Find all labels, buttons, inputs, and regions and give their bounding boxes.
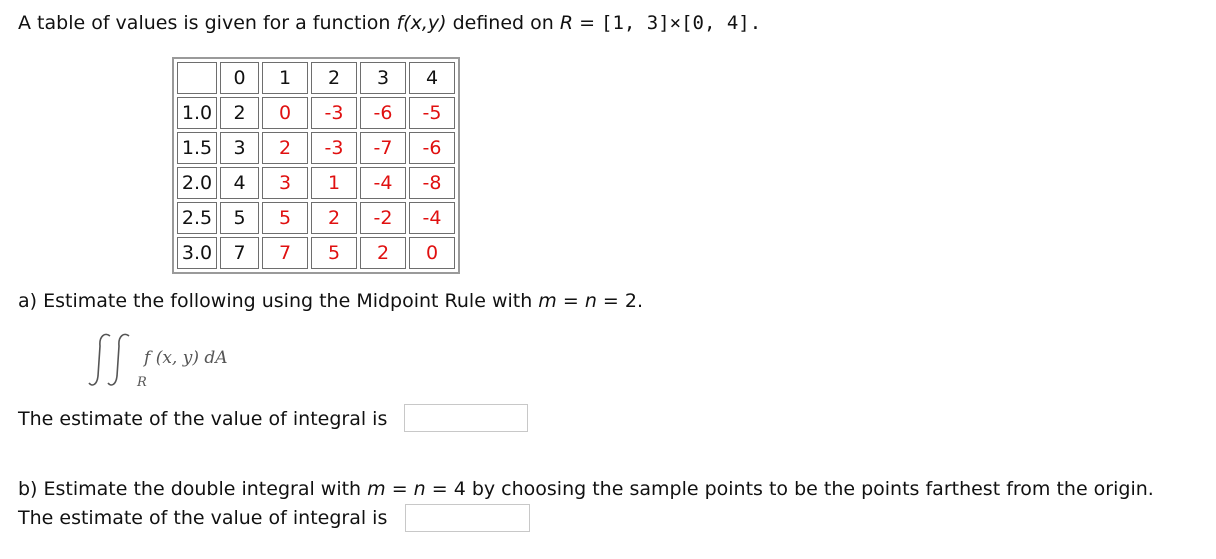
table-value-cell: 7 <box>262 237 308 269</box>
table-row <box>177 97 455 129</box>
integral-sign-1 <box>89 334 110 384</box>
corner-cell <box>177 62 217 94</box>
table-value-cell: 0 <box>409 237 455 269</box>
table-value-cell: 5 <box>311 237 357 269</box>
defined-on-text: defined on <box>446 12 560 34</box>
part-b-question <box>18 477 1154 501</box>
function-name: f <box>396 12 404 34</box>
region-domain: [1, 3]×[0, 4]. <box>601 12 762 34</box>
part-b-answer-label: The estimate of the value of integral is <box>18 507 388 529</box>
row-header-cell: 1.5 <box>177 132 217 164</box>
part-b-n: n <box>413 478 426 500</box>
row-header-cell: 2.0 <box>177 167 217 199</box>
table-value-cell: 0 <box>262 97 308 129</box>
integration-region: R <box>137 375 147 390</box>
double-integral-image <box>88 330 278 392</box>
table-value-cell: 2 <box>360 237 406 269</box>
part-a-eq1: = <box>556 290 585 312</box>
part-b-prefix: b) Estimate the double integral with <box>18 478 368 500</box>
part-a-n: n <box>584 290 597 312</box>
column-header-cell: 0 <box>220 62 259 94</box>
table-value-cell: 7 <box>220 237 259 269</box>
table-value-cell: -5 <box>409 97 455 129</box>
part-b-m: m <box>367 478 386 500</box>
table-value-cell: -2 <box>360 202 406 234</box>
table-value-cell: 2 <box>311 202 357 234</box>
table-value-cell: 1 <box>311 167 357 199</box>
column-header-cell: 2 <box>311 62 357 94</box>
column-header-cell: 3 <box>360 62 406 94</box>
function-args: (x,y) <box>403 12 447 34</box>
table-value-cell: -4 <box>409 202 455 234</box>
table-value-cell: 4 <box>220 167 259 199</box>
problem-statement <box>18 11 761 35</box>
values-table <box>172 57 460 274</box>
table-header-row <box>177 62 455 94</box>
table-row <box>177 237 455 269</box>
intro-text: A table of values is given for a function <box>18 12 397 34</box>
equals-sign: = <box>573 12 602 34</box>
integral-sign-2 <box>108 334 129 384</box>
part-a-prefix: a) Estimate the following using the Midpoint Rule with <box>18 290 539 312</box>
part-b-suffix: = 4 by choosing the sample points to be the points farthest from the origin. <box>425 478 1154 500</box>
table-value-cell: 2 <box>220 97 259 129</box>
table-value-cell: -6 <box>409 132 455 164</box>
part-a-m: m <box>538 290 557 312</box>
table-value-cell: 5 <box>262 202 308 234</box>
table-row <box>177 132 455 164</box>
part-a-answer-input[interactable] <box>404 404 528 432</box>
table-row <box>177 202 455 234</box>
part-b-answer-input[interactable] <box>405 504 530 532</box>
part-a-answer-label: The estimate of the value of integral is <box>18 408 388 430</box>
table-row <box>177 167 455 199</box>
table-value-cell: 3 <box>220 132 259 164</box>
table-value-cell: 5 <box>220 202 259 234</box>
table-value-cell: 3 <box>262 167 308 199</box>
part-a-question <box>18 289 643 313</box>
column-header-cell: 4 <box>409 62 455 94</box>
table-value-cell: -3 <box>311 97 357 129</box>
table-value-cell: -3 <box>311 132 357 164</box>
integrand: f (x, y) dA <box>144 348 228 368</box>
row-header-cell: 1.0 <box>177 97 217 129</box>
region-symbol: R <box>559 12 574 34</box>
table-value-cell: -8 <box>409 167 455 199</box>
row-header-cell: 3.0 <box>177 237 217 269</box>
row-header-cell: 2.5 <box>177 202 217 234</box>
part-b-eq1: = <box>385 478 414 500</box>
table-value-cell: -7 <box>360 132 406 164</box>
part-a-eq2: = 2. <box>596 290 643 312</box>
table-value-cell: 2 <box>262 132 308 164</box>
table-value-cell: -4 <box>360 167 406 199</box>
column-header-cell: 1 <box>262 62 308 94</box>
table-value-cell: -6 <box>360 97 406 129</box>
